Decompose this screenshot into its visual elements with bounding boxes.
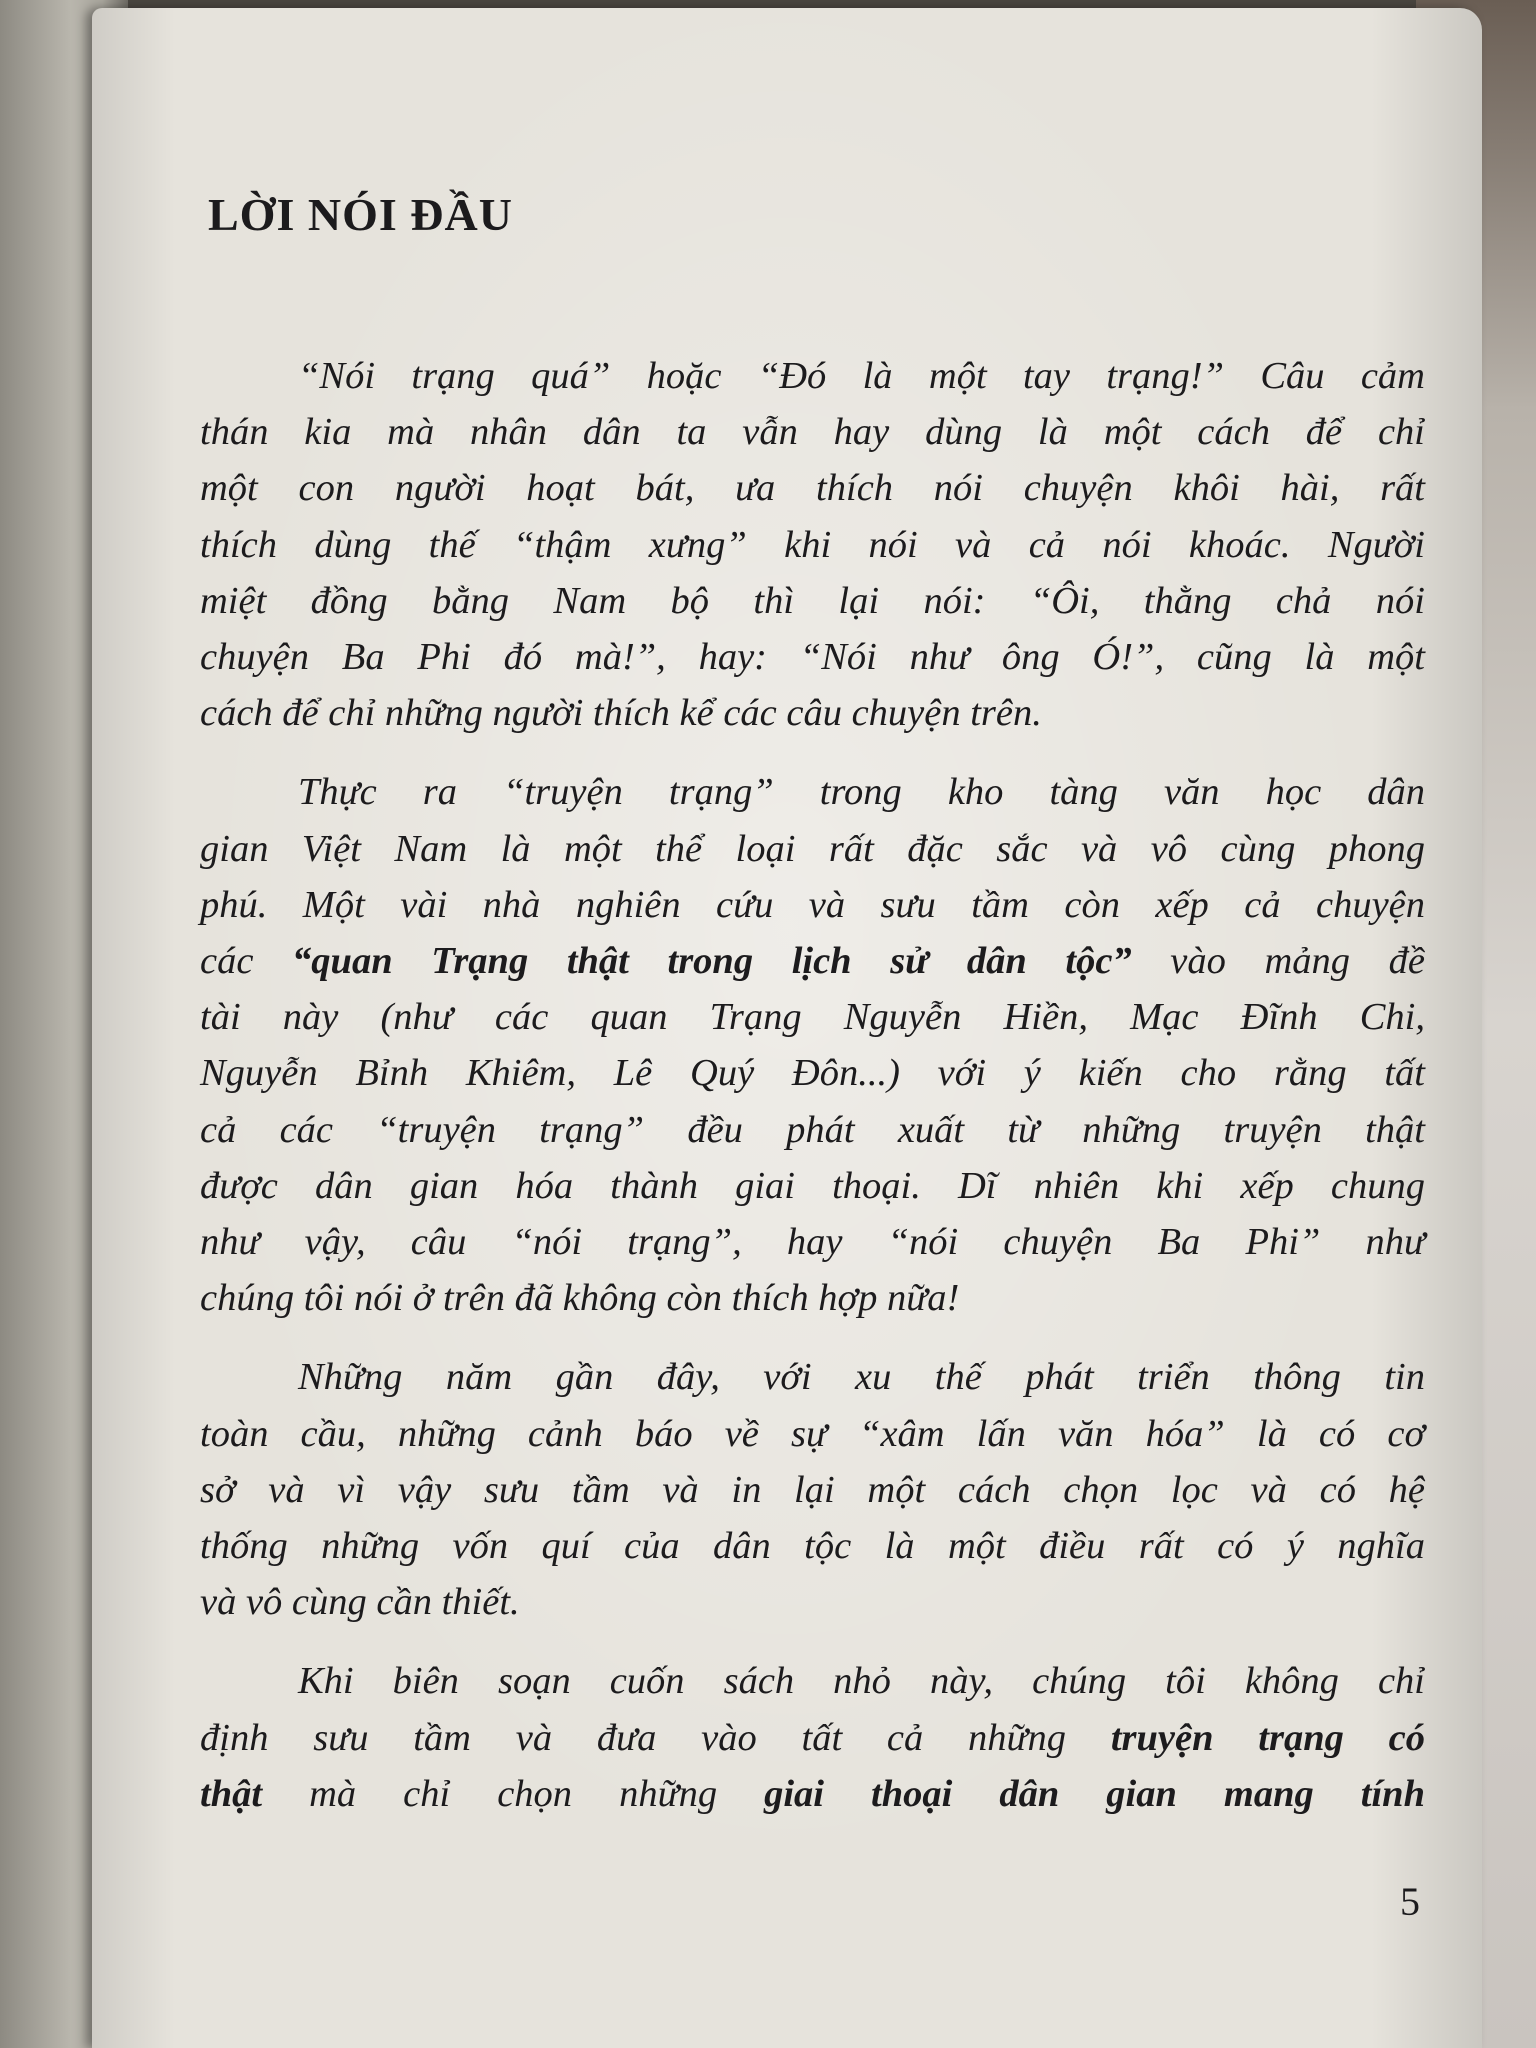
text-line: Những năm gần đây, với xu thế phát triển thông tin [298,1356,1425,1399]
bold-phrase: “quan Trạng thật trong lịch sử dân tộc” [292,940,1132,983]
text-line: Thực ra “truyện trạng” trong kho tàng văn học dân [298,771,1425,814]
text-line-with-bold [200,1766,1425,1822]
text-line: như vậy, câu “nói trạng”, hay “nói chuyện Ba Phi” như [200,1221,1425,1264]
text-line: tài này (như các quan Trạng Nguyễn Hiền, Mạc Đĩnh Chi, [200,996,1425,1039]
text-line: chúng tôi nói ở trên đã không còn thích hợp nữa! [200,1277,960,1320]
book-page [92,8,1482,2048]
text-line: một con người hoạt bát, ưa thích nói chuyện khôi hài, rất [200,467,1425,510]
text-line: miệt đồng bằng Nam bộ thì lại nói: “Ôi, thằng chả nói [200,579,1425,622]
text-line: “Nói trạng quá” hoặc “Đó là một tay trạng!” Câu cảm [298,355,1425,397]
text-line: cách để chỉ những người thích kể các câu chuyện trên. [200,692,1042,735]
text-segment: mà chỉ chọn những [262,1772,765,1815]
text-line: toàn cầu, những cảnh báo về sự “xâm lấn văn hóa” là có cơ [200,1412,1425,1455]
text-line-with-bold [200,1710,1425,1766]
text-line: thán kia mà nhân dân ta vẫn hay dùng là một cách để chỉ [200,411,1425,454]
text-line: sở và vì vậy sưu tầm và in lại một cách chọn lọc và có hệ [200,1468,1425,1511]
bold-phrase: thật [200,1772,263,1815]
text-line: phú. Một vài nhà nghiên cứu và sưu tầm còn xếp cả chuyện [200,883,1425,926]
paragraph-1 [200,348,1425,741]
body-text [200,348,1425,1845]
paragraph-3 [200,1349,1425,1630]
text-line: chuyện Ba Phi đó mà!”, hay: “Nói như ông Ó!”, cũng là một [200,636,1425,679]
bold-phrase: truyện trạng có [1110,1716,1425,1759]
text-segment: các [200,940,293,983]
paragraph-4 [200,1653,1425,1822]
text-line: Nguyễn Bỉnh Khiêm, Lê Quý Đôn...) với ý kiến cho rằng tất [200,1052,1425,1095]
bold-phrase: giai thoại dân gian mang tính [764,1772,1425,1815]
text-line: được dân gian hóa thành giai thoại. Dĩ nhiên khi xếp chung [200,1164,1425,1207]
text-line: thống những vốn quí của dân tộc là một điều rất có ý nghĩa [200,1525,1425,1568]
text-line: Khi biên soạn cuốn sách nhỏ này, chúng tôi không chỉ [298,1660,1425,1703]
text-line: và vô cùng cần thiết. [200,1581,520,1624]
page-heading: LỜI NÓI ĐẦU [208,189,513,240]
text-line: cả các “truyện trạng” đều phát xuất từ những truyện thật [200,1108,1425,1151]
text-line: thích dùng thế “thậm xưng” khi nói và cả nói khoác. Người [200,523,1425,566]
text-segment: định sưu tầm và đưa vào tất cả những [200,1716,1111,1759]
page-number: 5 [1400,1879,1420,1924]
text-line: gian Việt Nam là một thể loại rất đặc sắc và vô cùng phong [200,827,1425,870]
text-line-with-bold [200,933,1425,989]
text-segment: vào mảng đề [1131,940,1426,983]
paragraph-2 [200,764,1425,1326]
